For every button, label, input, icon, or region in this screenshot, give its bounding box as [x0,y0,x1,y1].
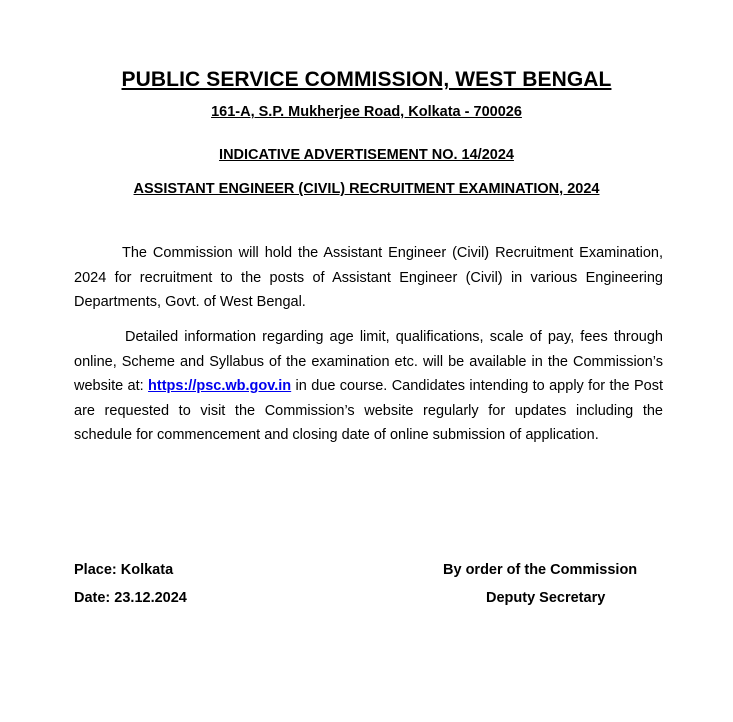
date-label: Date: 23.12.2024 [74,590,187,606]
announcement-paragraph: The Commission will hold the Assistant Engineer (Civil) Recruitment Examination, 2024 for recruitment to the posts of Assistant Engineer (Civil) in various Engineering Departments, Govt. of West Bengal. [74,245,663,311]
details-paragraph [74,325,663,448]
place-label: Place: Kolkata [74,562,174,578]
commission-title: PUBLIC SERVICE COMMISSION, WEST BENGAL [121,68,612,91]
examination-name: ASSISTANT ENGINEER (CIVIL) RECRUITMENT EXAMINATION, 2024 [133,181,600,197]
details-text-after-link: in due course. Candidates intending to apply for the Post are requested to visit the Commission’s website regularly for updates including the schedule for commencement and closing date of online submission of application. [74,378,663,444]
advertisement-number: INDICATIVE ADVERTISEMENT NO. 14/2024 [219,147,514,163]
commission-address: 161-A, S.P. Mukherjee Road, Kolkata - 700026 [211,104,522,120]
details-text-before-link: Detailed information regarding age limit, qualifications, scale of pay, fees through online, Scheme and Syllabus of the examination etc. will be available in the Commission’s website at: [74,329,663,395]
signatory-designation: Deputy Secretary [486,590,606,606]
order-of-commission: By order of the Commission [443,562,638,578]
website-link[interactable]: https://psc.wb.gov.in [148,378,292,395]
